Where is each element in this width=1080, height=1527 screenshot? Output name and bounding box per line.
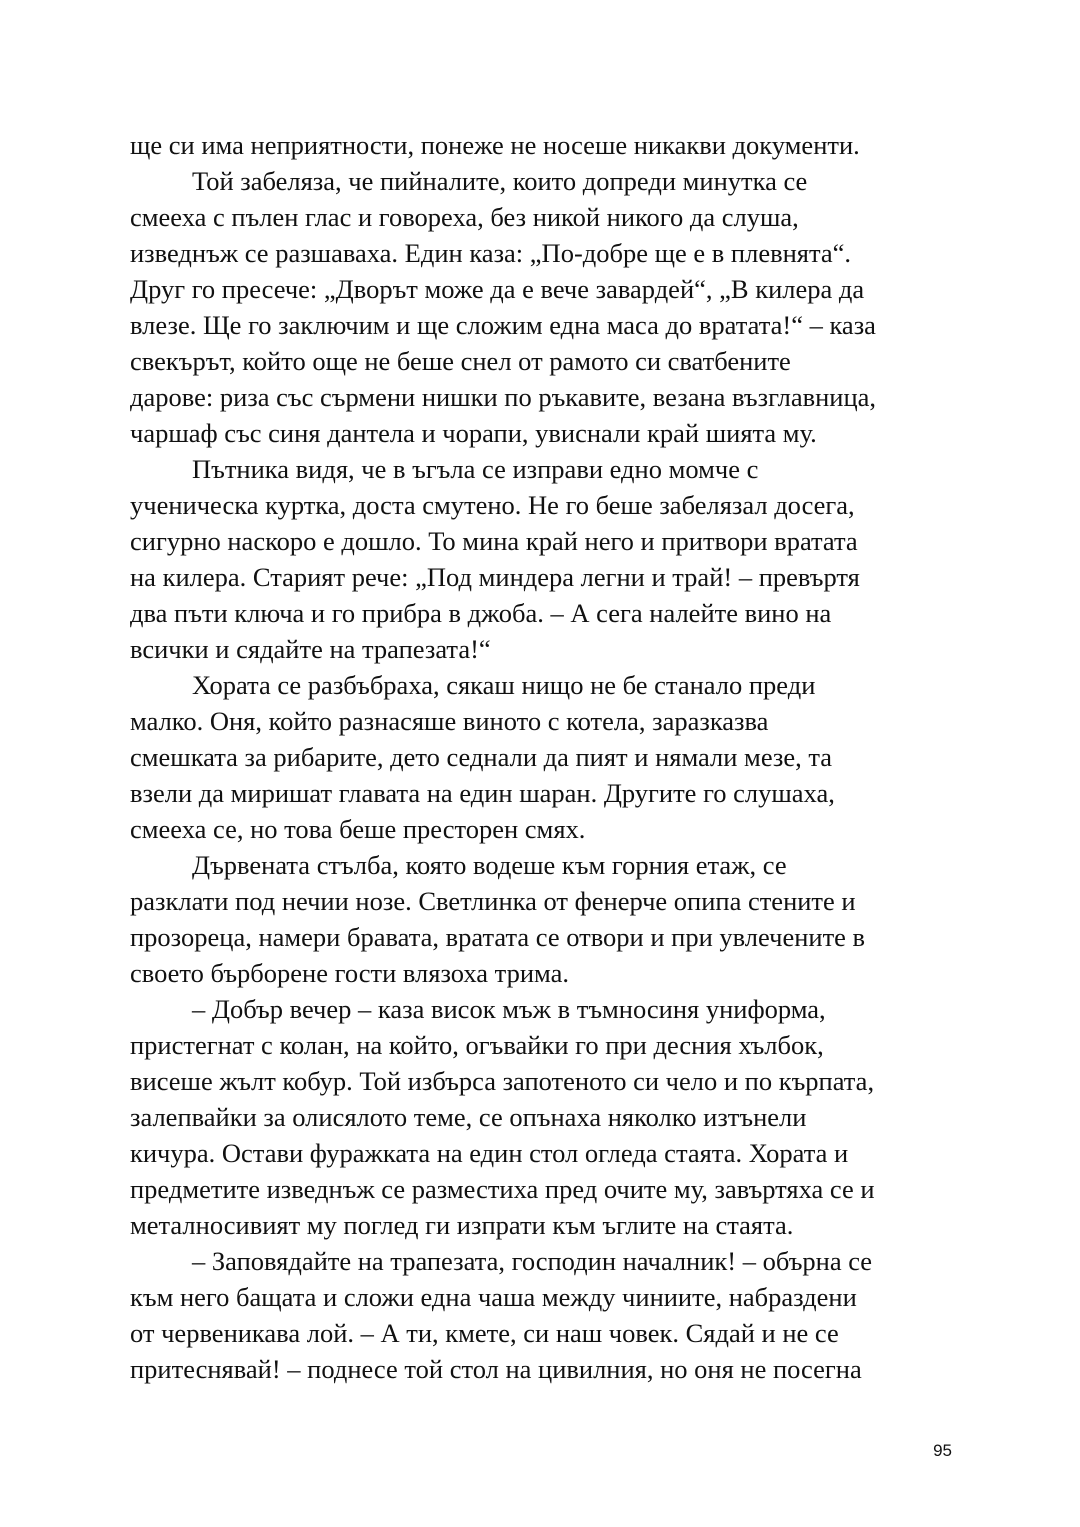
text-line: – Заповядайте на трапезата, господин началник! – обърна се <box>192 1246 873 1276</box>
text-line: на килера. Старият рече: „Под миндера легни и трай! – превъртя <box>130 562 860 592</box>
text-line: своето бърборене гости влязоха трима. <box>130 958 569 988</box>
text-line: малко. Оня, който разнасяше виното с котела, заразказва <box>130 706 769 736</box>
text-line: всички и сядайте на трапезата!“ <box>130 634 491 664</box>
text-line: ще си има неприятности, понеже не носеше никакви документи. <box>130 130 860 160</box>
text-line: пристегнат с колан, на който, огъвайки го при десния хълбок, <box>130 1030 824 1060</box>
text-line: сигурно наскоро е дошло. То мина край него и притвори вратата <box>130 526 858 556</box>
text-line: от червеникава лой. – А ти, кмете, си наш човек. Сядай и не се <box>130 1318 839 1348</box>
text-line: влезе. Ще го заключим и ще сложим една маса до вратата!“ – каза <box>130 310 876 340</box>
text-line: смешката за рибарите, дето седнали да пият и нямали мезе, та <box>130 742 833 772</box>
text-line: свекърът, който още не беше снел от рамото си сватбените <box>130 346 791 376</box>
text-line: към него бащата и сложи една чаша между чиниите, набраздени <box>130 1282 857 1312</box>
text-line: предметите изведнъж се разместиха пред очите му, завъртяха се и <box>130 1174 875 1204</box>
text-line: кичура. Остави фуражката на един стол огледа стаята. Хората и <box>130 1138 849 1168</box>
text-line: разклати под нечии нозе. Светлинка от фенерче опипа стените и <box>130 886 856 916</box>
text-line: висеше жълт кобур. Той избърса запотеното си чело и по кърпата, <box>130 1066 875 1096</box>
text-line: Хората се разбъбраха, сякаш нищо не бе станало преди <box>192 670 816 700</box>
body-text <box>130 127 960 1387</box>
text-line: Пътника видя, че в ъгъла се изправи едно момче с <box>192 454 759 484</box>
text-line: изведнъж се разшаваха. Един каза: „По-добре ще е в плевнята“. <box>130 238 852 268</box>
text-line: Дървената стълба, която водеше към горния етаж, се <box>192 850 787 880</box>
text-line: смееха се, но това беше престорен смях. <box>130 814 586 844</box>
text-line: залепвайки за олисялото теме, се опънаха няколко изтънели <box>130 1102 807 1132</box>
text-line: дарове: риза със сърмени нишки по ръкавите, везана възглавница, <box>130 382 877 412</box>
text-line: – Добър вечер – каза висок мъж в тъмносиня униформа, <box>192 994 826 1024</box>
text-line: два пъти ключа и го прибра в джоба. – А сега налейте вино на <box>130 598 832 628</box>
text-line: смееха с пълен глас и говореха, без никой никого да слуша, <box>130 202 799 232</box>
text-line: прозореца, намери бравата, вратата се отвори и при увлечените в <box>130 922 866 952</box>
text-line: Той забеляза, че пийналите, които допреди минутка се <box>192 166 808 196</box>
text-line: чаршаф със синя дантела и чорапи, увиснали край шията му. <box>130 418 817 448</box>
text-line: ученическа куртка, доста смутено. Не го беше забелязал досега, <box>130 490 855 520</box>
text-line: притеснявай! – поднесе той стол на цивилния, но оня не посегна <box>130 1354 862 1384</box>
text-line: взели да миришат главата на един шаран. Другите го слушаха, <box>130 778 835 808</box>
text-line: Друг го пресече: „Дворът може да е вече завардей“, „В килера да <box>130 274 865 304</box>
text-line: металносивият му поглед ги изпрати към ъглите на стаята. <box>130 1210 794 1240</box>
page-number: 95 <box>933 1441 952 1460</box>
